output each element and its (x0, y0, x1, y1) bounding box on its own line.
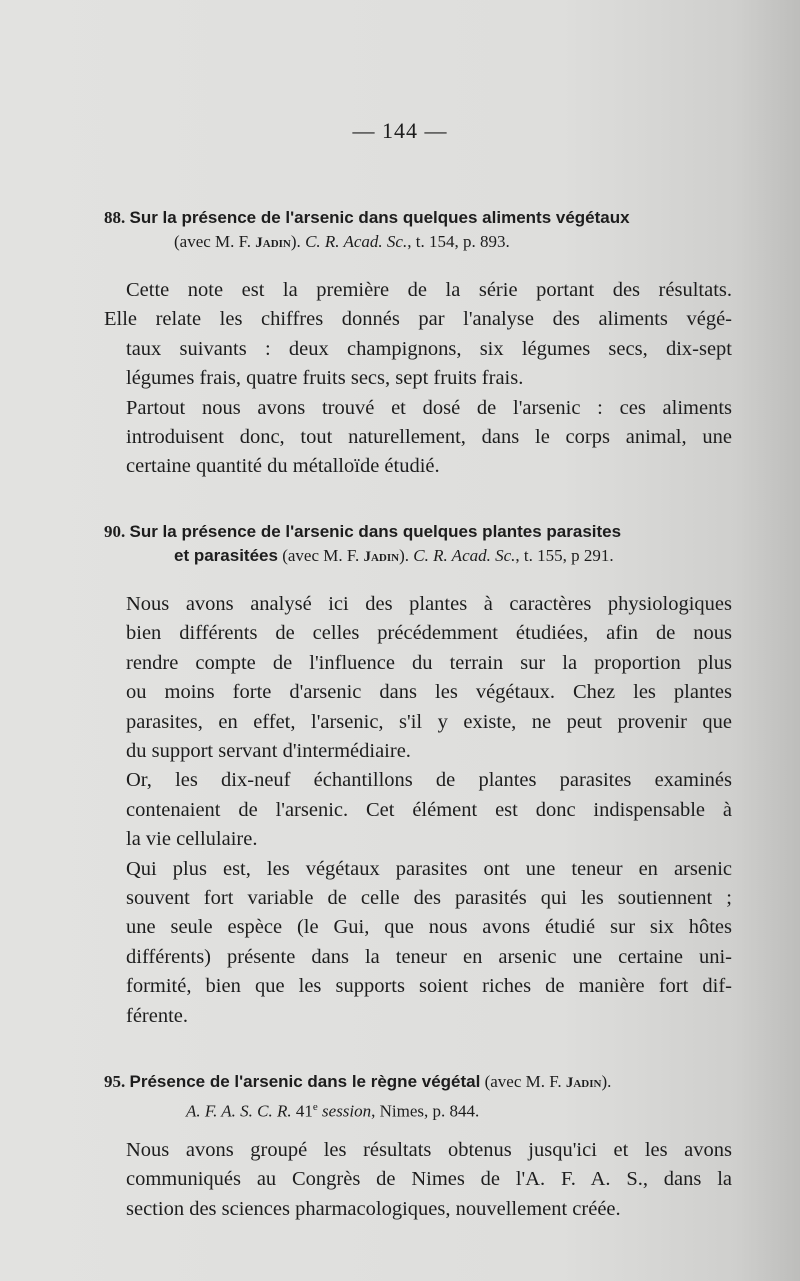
authors-prefix: (avec M. F. (174, 232, 252, 251)
text-line: contenaient de l'arsenic. Cet élément est donc indispensable à (126, 798, 732, 821)
entry-90-body (104, 590, 732, 1031)
authors-suffix: ). (601, 1072, 612, 1091)
journal-name: C. R. Acad. Sc. (413, 546, 516, 565)
text-line: Qui plus est, les végétaux parasites ont une teneur en arsenic (126, 857, 732, 880)
text-line: Or, les dix-neuf échantillons de plantes parasites examinés (126, 769, 732, 792)
entry-number: 90. (104, 522, 126, 541)
authors-prefix: (avec M. F. (282, 546, 360, 565)
entry-title: Sur la présence de l'arsenic dans quelques aliments végétaux (129, 208, 630, 227)
author-name: Jadin (255, 235, 291, 251)
text-line: section des sciences pharmacologiques, nouvellement créée. (126, 1197, 621, 1220)
text-line: Nous avons analysé ici des plantes à caractères physiologiques (126, 593, 732, 615)
session-superscript: e (312, 1101, 318, 1113)
entry-number: 88. (104, 208, 126, 227)
journal-name: A. F. A. S. C. R. (186, 1101, 292, 1121)
text-line: la vie cellulaire. (126, 828, 258, 851)
session-word: session (322, 1101, 372, 1121)
author-name: Jadin (565, 1075, 602, 1091)
entry-88-citation: (avec M. F. Jadin). C. R. Acad. Sc., t. 154, p. 893. (174, 232, 510, 251)
citation-details: , Nimes, p. 844. (371, 1101, 480, 1121)
authors-prefix: (avec M. F. (484, 1072, 562, 1091)
entry-number: 95. (104, 1072, 126, 1091)
text-line: souvent fort variable de celle des parasités qui les soutiennent ; (126, 887, 732, 910)
text-line: parasites, en effet, l'arsenic, s'il y existe, ne peut provenir que (126, 710, 732, 733)
author-name: Jadin (363, 549, 400, 565)
entry-90-title-line (104, 520, 726, 544)
text-line: introduisent donc, tout naturellement, dans le corps animal, une (126, 426, 732, 449)
entry-95-title-line (104, 1070, 726, 1095)
text-line: rendre compte de l'influence du terrain sur la proportion plus (126, 651, 732, 674)
paragraph (104, 855, 732, 1031)
text-line: ou moins forte d'arsenic dans les végétaux. Chez les plantes (126, 681, 732, 704)
entry-88-body (104, 276, 732, 482)
entry-title-continued: et parasitées (174, 546, 278, 565)
text-line: Cette note est la première de la série portant des résultats. (126, 279, 732, 301)
entry-title: Présence de l'arsenic dans le règne végétal (129, 1072, 481, 1091)
paragraph (104, 590, 732, 766)
session-number: 41 (295, 1101, 313, 1121)
page-number: — 144 — (352, 118, 448, 143)
text-line: Nous avons groupé les résultats obtenus jusqu'ici et les avons (126, 1139, 732, 1161)
journal-name: C. R. Acad. Sc. (305, 232, 408, 251)
paragraph (104, 394, 732, 482)
text-line: une seule espèce (le Gui, que nous avons étudié sur six hôtes (126, 916, 732, 939)
entry-95-body (104, 1136, 732, 1224)
text-line: du support servant d'intermédiaire. (126, 740, 411, 763)
citation-details: , t. 155, p 291. (515, 546, 614, 565)
entry-95-citation (104, 1095, 726, 1124)
text-line: légumes frais, quatre fruits secs, sept fruits frais. (126, 367, 524, 390)
entry-88-title-line (104, 206, 726, 230)
text-line: taux suivants : deux champignons, six légumes secs, dix-sept (126, 337, 732, 360)
text-line: certaine quantité du métalloïde étudié. (126, 455, 440, 478)
entry-88-heading (104, 206, 726, 255)
entry-90-heading (104, 520, 726, 569)
paragraph (104, 1136, 732, 1224)
paragraph (104, 766, 732, 854)
entry-title: Sur la présence de l'arsenic dans quelques plantes parasites (129, 522, 622, 541)
citation-details: , t. 154, p. 893. (407, 232, 510, 251)
entry-95-heading (104, 1070, 726, 1124)
entry-90-citation: et parasitées (avec M. F. Jadin). C. R. Acad. Sc., t. 155, p 291. (174, 546, 614, 565)
text-line: Partout nous avons trouvé et dosé de l'arsenic : ces aliments (126, 396, 732, 419)
paragraph (104, 276, 732, 394)
text-line: formité, bien que les supports soient riches de manière fort dif- (126, 975, 732, 998)
text-line: bien différents de celles précédemment étudiées, afin de nous (126, 622, 732, 645)
text-line: Elle relate les chiffres donnés par l'analyse des aliments végé- (104, 308, 732, 331)
text-line: différents) présente dans la teneur en arsenic une certaine uni- (126, 945, 732, 968)
text-line: communiqués au Congrès de Nimes de l'A. F. A. S., dans la (126, 1168, 732, 1191)
text-line: férente. (126, 1004, 189, 1027)
